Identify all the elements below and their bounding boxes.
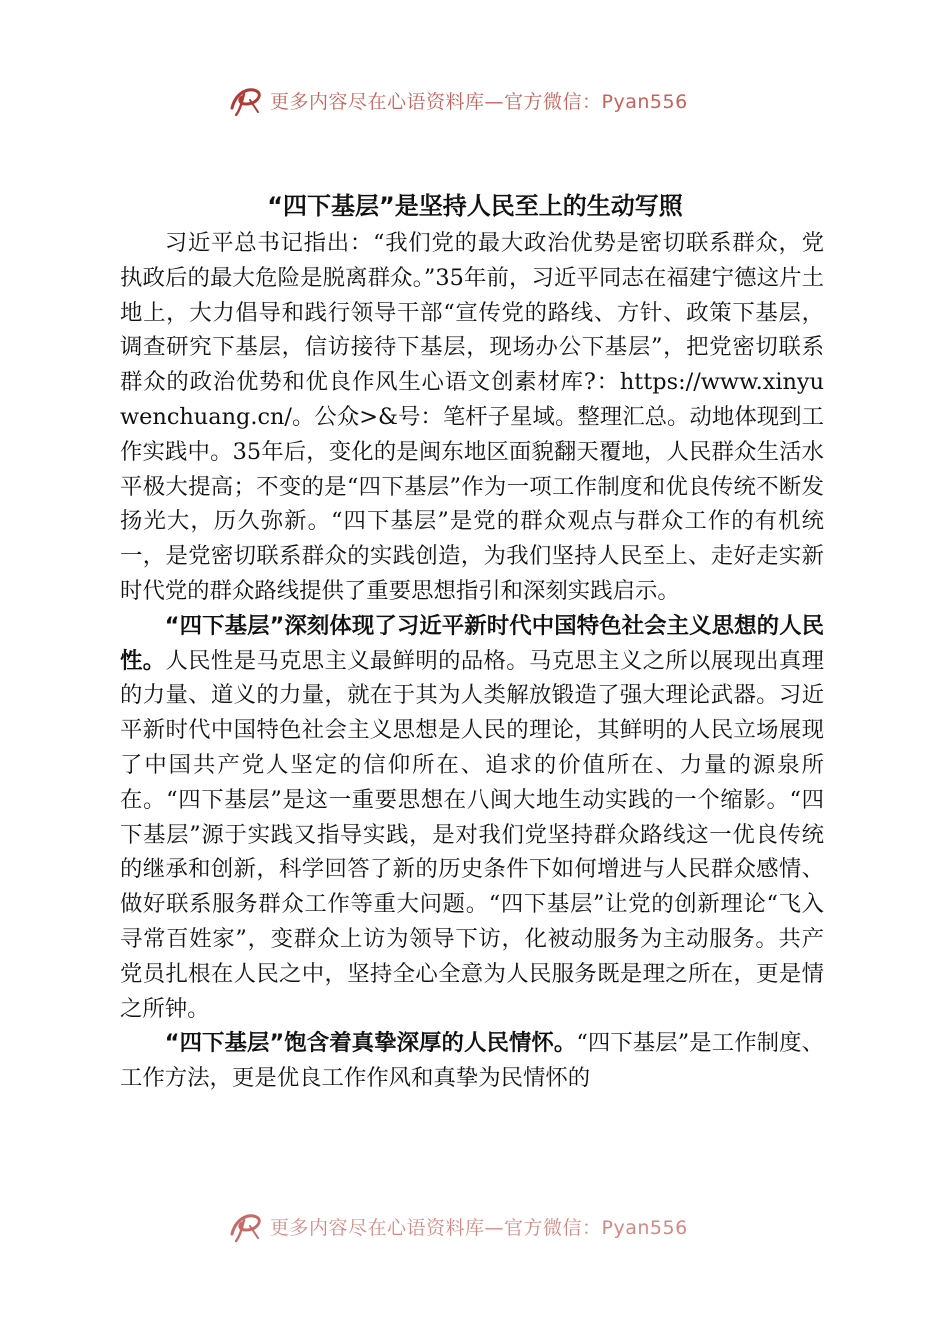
footer-banner — [228, 1206, 728, 1246]
handwritten-logo-icon — [228, 82, 264, 118]
paragraph-text: 人民性是马克思主义最鲜明的品格。马克思主义之所以展现出真理的力量、道义的力量，就在于其为人类解放锻造了强大理论武器。习近平新时代中国特色社会主义思想是人民的理论，其鲜明的人民立场展现了中国共产党人坚定的信仰所在、追求的价值所在、力量的源泉所在。“四下基层”是这一重要思想在八闽大地生动实践的一个缩影。“四下基层”源于实践又指导实践，是对我们党坚持群众路线这一优良传统的继承和创新，科学回答了新的历史条件下如何增进与人民群众感情、做好联系服务群众工作等重大问题。“四下基层”让党的创新理论“飞入寻常百姓家”，变群众上访为领导下访，化被动服务为主动服务。共产党员扎根在人民之中，坚持全心全意为人民服务既是理之所在，更是情之所钟。 — [120, 647, 825, 1022]
paragraph-text: “四下基层”是工作制度、工作方法，更是优良工作作风和真挚为民情怀的 — [120, 1030, 824, 1092]
paragraph-lead: “四下基层”深刻体现了习近平新时代中国特色社会主义思想的人民性。 — [120, 612, 824, 674]
document-title: “四下基层”是坚持人民至上的生动写照 — [267, 192, 683, 220]
paragraph-text: 习近平总书记指出：“我们党的最大政治优势是密切联系群众，党执政后的最大危险是脱离群众。”35年前，习近平同志在福建宁德这片土地上，大力倡导和践行领导干部“宣传党的路线、方针、政策下基层，调查研究下基层，信访接待下基层，现场办公下基层”，把党密切联系群众的政治优势和优良作风生心语文创素材库?：https://www.xinyuwenchuang.cn/。公众>&号：笔杆子星域。整理汇总。动地体现到工作实践中。35年后，变化的是闽东地区面貌翻天覆地，人民群众生活水平极大提高；不变的是“四下基层”作为一项工作制度和优良传统不断发扬光大，历久弥新。“四下基层”是党的群众观点与群众工作的有机统一，是党密切联系群众的实践创造，为我们坚持人民至上、走好走实新时代党的群众路线提供了重要思想指引和深刻实践启示。 — [120, 230, 824, 604]
paragraph — [120, 609, 824, 1027]
header-banner — [228, 80, 728, 120]
banner-text: 更多内容尽在心语资料库—官方微信：Pyan556 — [270, 1216, 688, 1239]
handwritten-logo-icon — [228, 1208, 264, 1244]
banner-text: 更多内容尽在心语资料库—官方微信：Pyan556 — [270, 90, 688, 113]
paragraph — [120, 226, 824, 609]
document-body — [120, 226, 824, 1096]
paragraph — [120, 1026, 824, 1096]
paragraph-lead: “四下基层”饱含着真挚深厚的人民情怀。 — [164, 1030, 577, 1057]
